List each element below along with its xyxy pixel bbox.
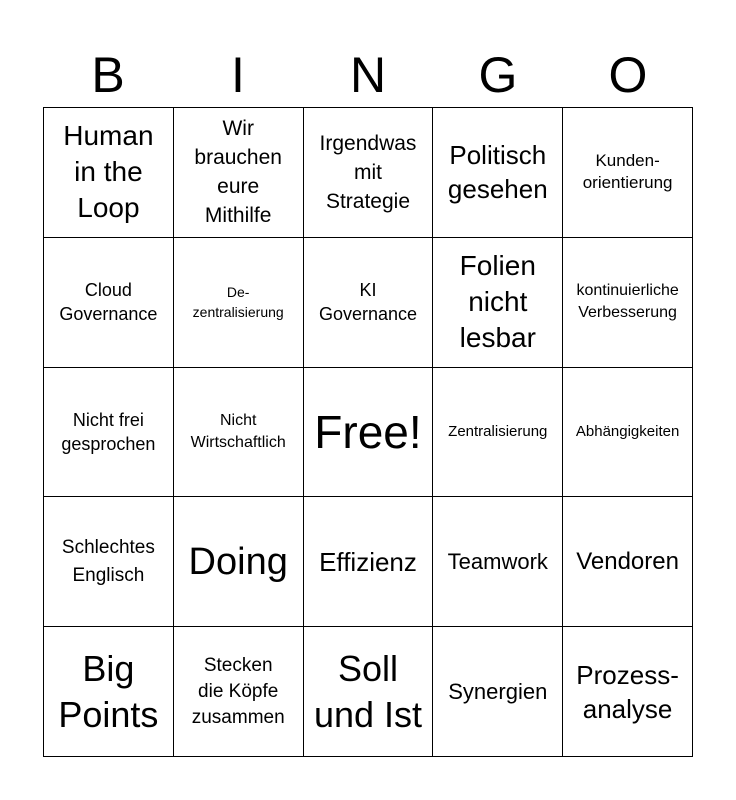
cell-text: Teamwork [447, 548, 548, 574]
cell-text: Zentralisierung [448, 423, 548, 441]
bingo-cell[interactable] [563, 627, 693, 757]
cell-text: Synergien [448, 678, 548, 704]
bingo-cell[interactable] [44, 238, 174, 368]
bingo-cell[interactable] [433, 108, 563, 238]
cell-text: Stecken die Köpfe zusammen [191, 654, 285, 728]
bingo-cell[interactable] [174, 627, 304, 757]
bingo-cell[interactable] [174, 238, 304, 368]
bingo-cell[interactable] [433, 238, 563, 368]
cell-text: KI Governance [318, 280, 418, 325]
cell-text: Folien nicht lesbar [459, 250, 536, 354]
bingo-cell[interactable] [563, 108, 693, 238]
cell-text: Cloud Governance [59, 280, 158, 325]
cell-text: Nicht Wirtschaftlich [190, 411, 286, 451]
cell-text: Soll und Ist [313, 647, 423, 735]
cell-text: Big Points [58, 647, 159, 735]
bingo-board [43, 107, 693, 757]
bingo-cell[interactable] [174, 368, 304, 498]
bingo-cell[interactable] [433, 497, 563, 627]
cell-text: Irgendwas mit Strategie [319, 131, 417, 213]
cell-text: Schlechtes Englisch [61, 536, 155, 586]
cell-text: Effizienz [319, 546, 417, 577]
cell-text: Human in the Loop [63, 120, 154, 224]
cell-text: De- zentralisierung [192, 284, 284, 321]
cell-text: Vendoren [576, 547, 679, 575]
cell-text: Politisch gesehen [447, 140, 548, 205]
free-space-text: Free! [314, 405, 422, 458]
bingo-cell[interactable] [563, 238, 693, 368]
free-space-cell[interactable] [304, 368, 434, 498]
bingo-cell[interactable] [433, 627, 563, 757]
bingo-cell[interactable] [44, 108, 174, 238]
bingo-cell[interactable] [44, 627, 174, 757]
header-letter-b: B [91, 47, 125, 103]
bingo-cell[interactable] [174, 497, 304, 627]
cell-text: Abhängigkeiten [575, 423, 680, 441]
cell-text: kontinuierliche Verbesserung [576, 282, 679, 322]
bingo-header [43, 44, 693, 106]
cell-text: Prozess- analyse [576, 659, 679, 724]
cell-text: Doing [188, 540, 288, 583]
bingo-cell[interactable] [44, 497, 174, 627]
bingo-cell[interactable] [304, 627, 434, 757]
bingo-cell[interactable] [433, 368, 563, 498]
cell-text: Wir brauchen eure Mithilfe [194, 117, 282, 228]
header-letter-i: I [231, 47, 245, 103]
bingo-cell[interactable] [563, 497, 693, 627]
bingo-cell[interactable] [304, 108, 434, 238]
bingo-cell[interactable] [44, 368, 174, 498]
cell-text: Nicht frei gesprochen [61, 409, 156, 454]
header-letter-g: G [478, 47, 518, 103]
bingo-cell[interactable] [563, 368, 693, 498]
cell-text: Kunden- orientierung [582, 151, 673, 193]
bingo-cell[interactable] [304, 497, 434, 627]
bingo-cell[interactable] [304, 238, 434, 368]
bingo-cell[interactable] [174, 108, 304, 238]
header-letter-o: O [608, 47, 648, 103]
header-letter-n: N [349, 47, 387, 103]
